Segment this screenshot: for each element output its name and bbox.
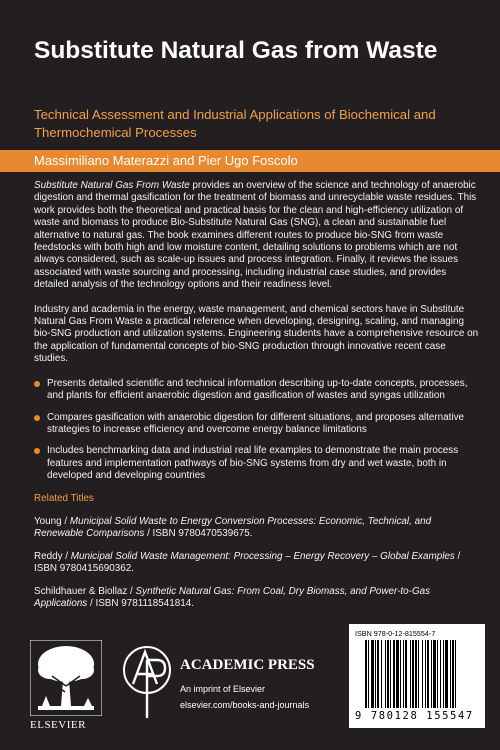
barcode-bar <box>437 640 438 708</box>
author-band <box>0 150 500 172</box>
related-book-title: Synthetic Natural Gas: From Coal, Dry Biomass, and Power-to-Gas Applications <box>34 585 431 609</box>
barcode-bar <box>396 640 399 708</box>
isbn-barcode-box <box>349 624 485 728</box>
imprint-line: An imprint of Elsevier <box>180 684 266 694</box>
related-author: Young / <box>34 515 70 527</box>
barcode-bar <box>390 640 391 708</box>
barcode-bar <box>375 640 376 708</box>
barcode-bar <box>393 640 395 708</box>
academic-press-logo-icon <box>121 644 173 724</box>
barcode-bar <box>418 640 419 708</box>
feature-list <box>34 378 480 483</box>
bullet-icon <box>34 415 40 421</box>
related-title <box>34 551 480 576</box>
related-author: Schildhauer & Biollaz / <box>34 585 136 597</box>
feature-item <box>34 412 480 437</box>
barcode-bar <box>452 640 454 708</box>
authors: Massimiliano Materazzi and Pier Ugo Foscolo <box>34 153 298 168</box>
barcode-bar <box>443 640 444 708</box>
bullet-icon <box>34 381 40 387</box>
barcode-bar <box>365 640 367 708</box>
barcode-bar <box>433 640 436 708</box>
book-title: Substitute Natural Gas from Waste <box>34 37 438 64</box>
feature-text: Compares gasification with anaerobic digestion for different situations, and proposes alternative strategies to increase efficiency and overcome energy balance limitations <box>47 411 465 435</box>
barcode-bar <box>387 640 389 708</box>
barcode-icon <box>365 640 479 708</box>
barcode-bar <box>368 640 369 708</box>
related-isbn: / ISBN 9780470539675. <box>144 528 253 540</box>
barcode-bar <box>377 640 379 708</box>
feature-text: Presents detailed scientific and technical information describing up-to-date concepts, processes, and plants for efficient anaerobic digestion and gasification of wastes and syngas utilization <box>47 377 468 402</box>
feature-item <box>34 378 480 403</box>
bullet-icon <box>34 448 40 454</box>
related-book-title: Municipal Solid Waste Management: Processing – Energy Recovery – Global Examples <box>70 550 455 562</box>
description-rest: provides an overview of the science and technology of anaerobic digestion and thermal gasification for the treatment of biomass and unrecyclable waste residues. This work provides both the theoretical and practical basis for the clean and high-efficiency utilization of waste and biomass to produce Bio-Substitute Natural Gas (SNG), a clean and sustainable fuel alternative to natural gas. The book examines different routes to produce bio-SNG from waste feedstocks with both high and low moisture content, detailing solutions to problems which are not always considered, such as scale-up issues and process integration. Finally, it reviews the issues associated with waste sourcing and processing, including industrial case studies, and provides detailed analysis of the technology options and their readiness level. <box>34 180 477 291</box>
barcode-bar <box>403 640 404 708</box>
elsevier-wordmark: ELSEVIER <box>30 719 86 731</box>
related-titles-heading: Related Titles <box>34 492 94 504</box>
barcode-bar <box>431 640 432 708</box>
barcode-bar <box>422 640 423 708</box>
publisher-url: elsevier.com/books-and-journals <box>180 700 310 710</box>
barcode-bar <box>385 640 386 708</box>
back-cover-text <box>34 180 480 620</box>
elsevier-tree-logo-icon <box>30 640 102 716</box>
description-lead: Substitute Natural Gas From Waste <box>34 180 190 191</box>
barcode-bar <box>445 640 448 708</box>
feature-item <box>34 445 480 482</box>
academic-press-name: ACADEMIC PRESS <box>180 657 315 673</box>
related-title <box>34 586 480 611</box>
barcode-bar <box>410 640 411 708</box>
barcode-bar <box>450 640 451 708</box>
barcode-digits: 9 780128 155547 <box>355 710 474 722</box>
barcode-bar <box>455 640 456 708</box>
barcode-bar <box>400 640 401 708</box>
related-title <box>34 516 480 541</box>
isbn-label: ISBN 978-0-12-815554-7 <box>355 629 436 638</box>
related-author: Reddy / <box>34 550 71 562</box>
barcode-bar <box>415 640 417 708</box>
related-isbn: / ISBN 9781118541814. <box>87 597 194 609</box>
barcode-bar <box>440 640 441 708</box>
barcode-bar <box>427 640 429 708</box>
related-book-title: Municipal Solid Waste to Energy Conversion Processes: Economic, Technical, and Renewable Comparisons <box>34 515 432 540</box>
related-isbn: / ISBN 9780415690362. <box>34 550 461 575</box>
barcode-bar <box>371 640 374 708</box>
description-paragraph-1 <box>34 180 480 292</box>
description-paragraph-2: Industry and academia in the energy, waste management, and chemical sectors have in Substitute Natural Gas From Waste a practical reference when developing, designing, scaling, and managing bio-SNG production and utilization systems. Engineering students have a comprehensive resource on the application of fundamental concepts of bio-SNG production through innovative recent case studies. <box>34 303 479 365</box>
barcode-bar <box>381 640 382 708</box>
barcode-bar <box>405 640 407 708</box>
barcode-bar <box>425 640 426 708</box>
book-subtitle: Technical Assessment and Industrial Applications of Biochemical and Thermochemical Processes <box>34 107 436 140</box>
feature-text: Includes benchmarking data and industrial real life examples to demonstrate the main process features and implementation pathways of bio-SNG systems from dry and wet waste, both in developed and developing countries <box>47 445 459 482</box>
barcode-bar <box>412 640 414 708</box>
